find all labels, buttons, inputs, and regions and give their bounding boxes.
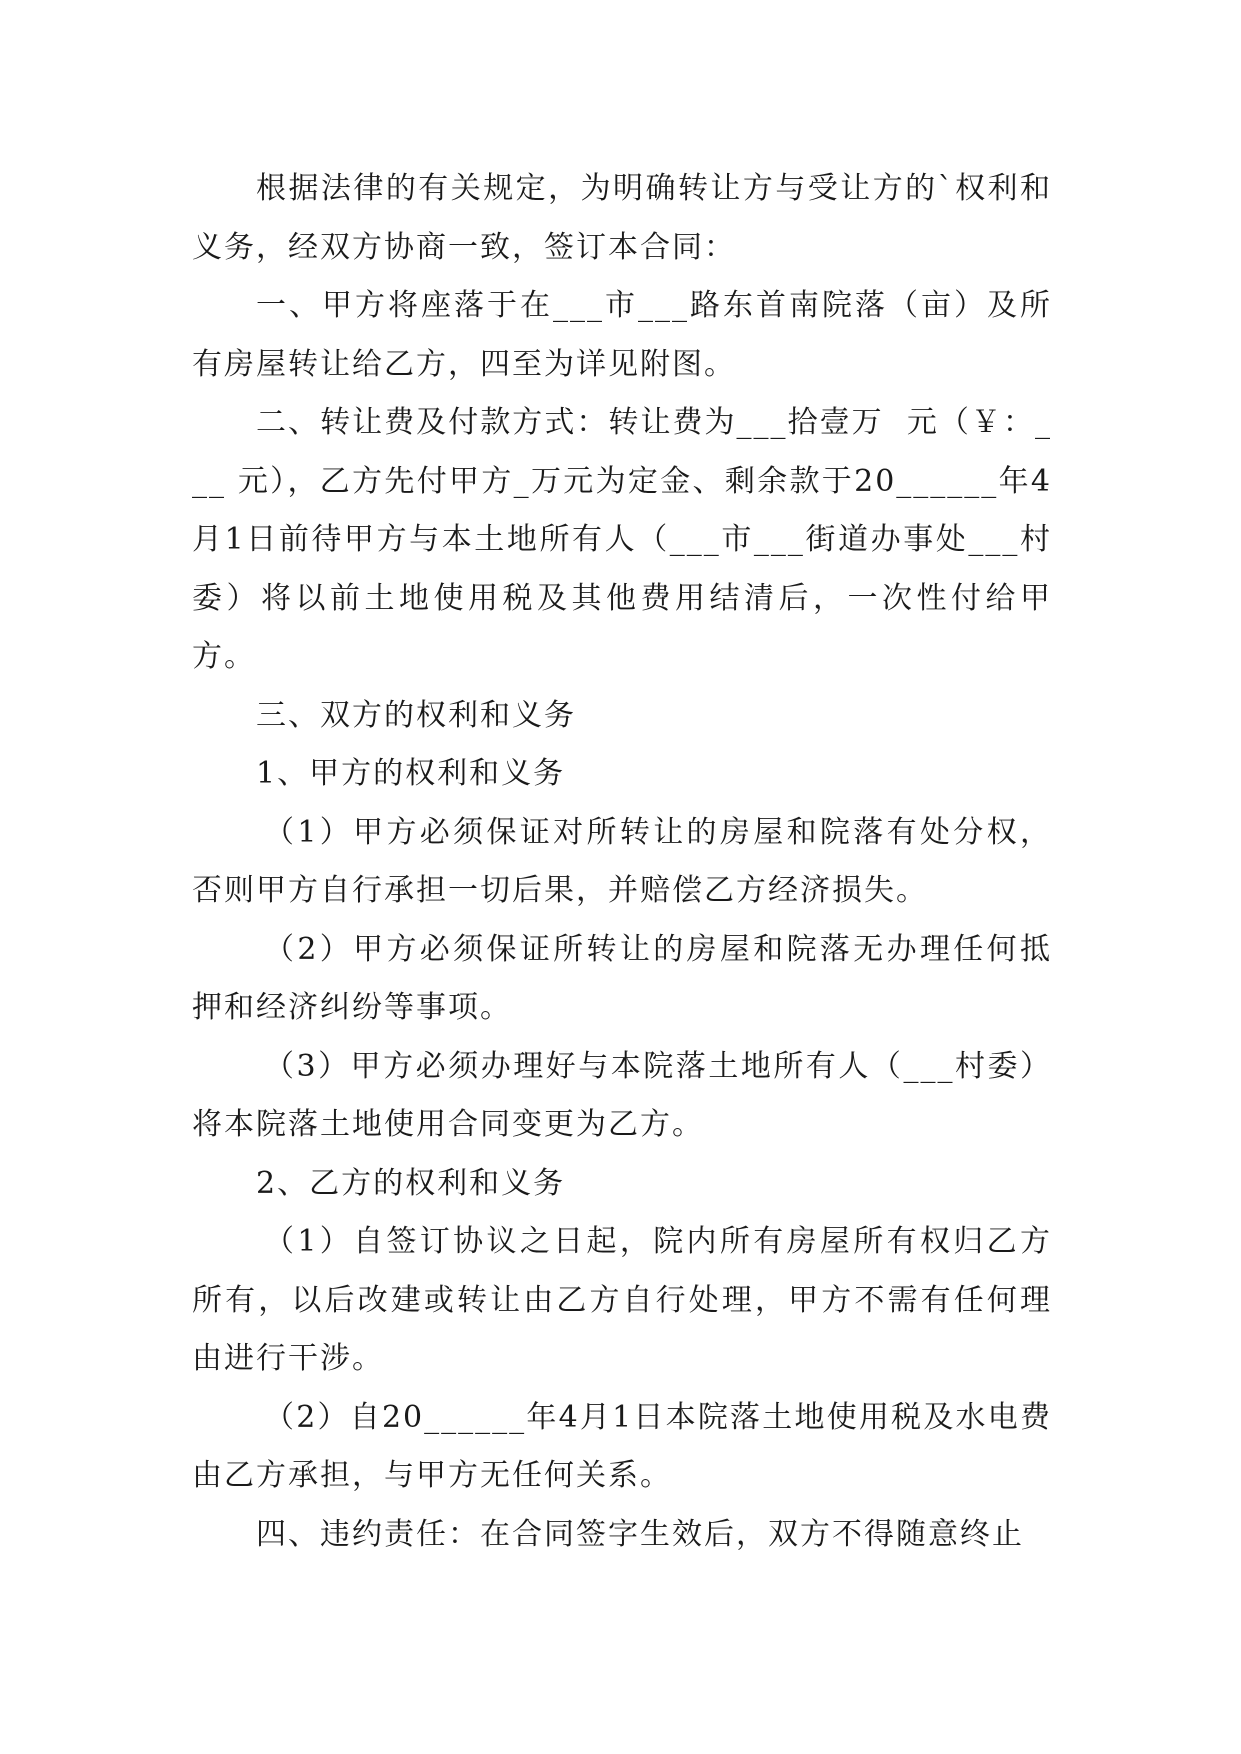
paragraph-clause-1: 一、甲方将座落于在___市___路东首南院落（亩）及所有房屋转让给乙方，四至为详见附图。 [192, 288, 1052, 382]
contract-body [192, 160, 1052, 1564]
party-a-item-1: （1）甲方必须保证对所转让的房屋和院落有处分权，否则甲方自行承担一切后果，并赔偿乙方经济损失。 [192, 814, 1052, 908]
subheading-party-b: 2、乙方的权利和义务 [256, 1165, 566, 1201]
party-b-item-2: （2）自20______年4月1日本院落土地使用税及水电费由乙方承担，与甲方无任何关系。 [192, 1399, 1052, 1493]
paragraph-clause-2-payment: 二、转让费及付款方式：转让费为___拾壹万 元（￥：___ 元），乙方先付甲方_万元为定金、剩余款于20______年4月1日前待甲方与本土地所有人（___市___街道办事处___村委）将以前土地使用税及其他费用结清后，一次性付给甲方。 [192, 405, 1052, 674]
heading-clause-3: 三、双方的权利和义务 [256, 697, 576, 733]
party-b-item-1: （1）自签订协议之日起，院内所有房屋所有权归乙方所有，以后改建或转让由乙方自行处理，甲方不需有任何理由进行干涉。 [192, 1224, 1052, 1376]
party-a-item-3: （3）甲方必须办理好与本院落土地所有人（___村委）将本院落土地使用合同变更为乙方。 [192, 1048, 1052, 1142]
paragraph-preamble: 根据法律的有关规定，为明确转让方与受让方的`权利和义务，经双方协商一致，签订本合同： [192, 171, 1052, 265]
subheading-party-a: 1、甲方的权利和义务 [256, 756, 566, 791]
paragraph-clause-4-liability: 四、违约责任：在合同签字生效后，双方不得随意终止 [256, 1516, 1024, 1552]
party-a-item-2: （2）甲方必须保证所转让的房屋和院落无办理任何抵押和经济纠纷等事项。 [192, 931, 1052, 1025]
